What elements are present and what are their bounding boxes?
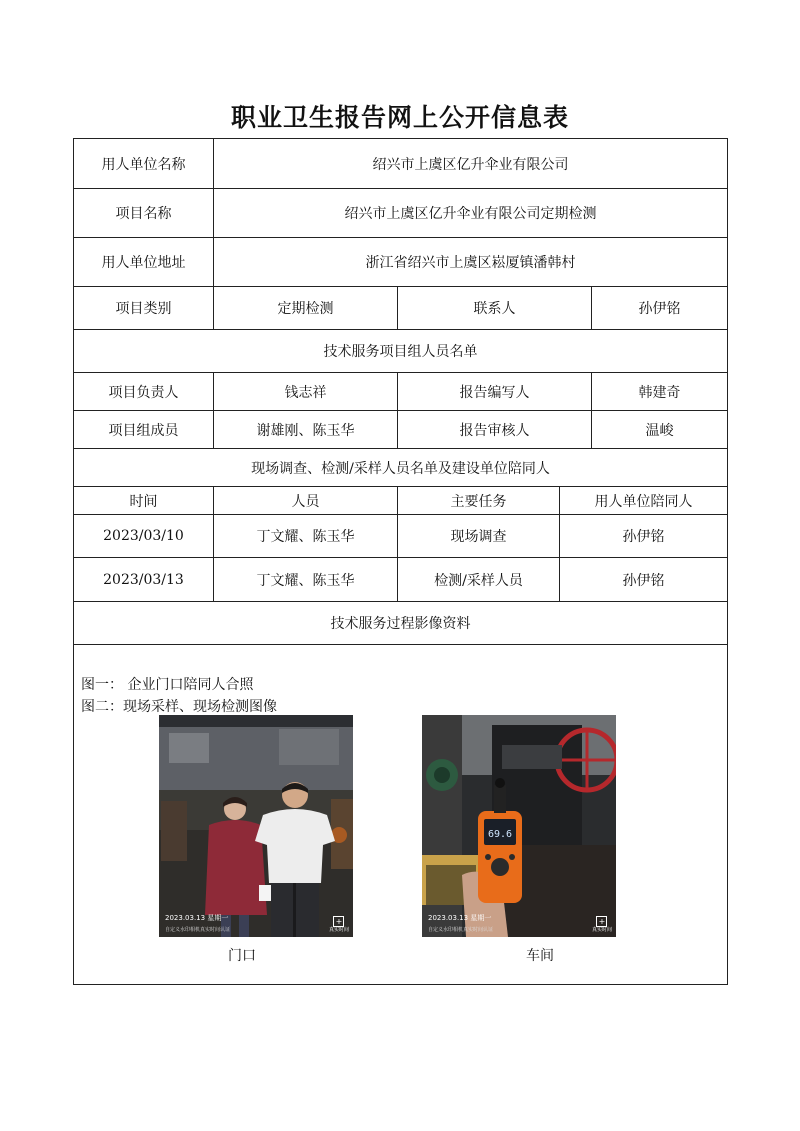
- leader-value: 钱志祥: [284, 384, 327, 401]
- photo-date-stamp: 2023.03.13: [428, 914, 469, 922]
- meter-reading: 69.6: [487, 829, 513, 840]
- photo-watermark-note: 自定义水印相机真实时间认证: [165, 927, 231, 933]
- members-value: 谢雄刚、陈玉华: [256, 422, 355, 439]
- writer-value: 韩建奇: [638, 384, 681, 401]
- workshop-photo: [422, 715, 616, 937]
- survey-heading: 现场调查、检测/采样人员名单及建设单位陪同人: [251, 460, 550, 477]
- address-label: 用人单位地址: [101, 255, 186, 271]
- employer-label: 用人单位名称: [101, 156, 186, 173]
- team-heading: 技术服务项目组人员名单: [323, 344, 478, 360]
- caption-figure-1: 图一： 企业门口陪同人合照: [81, 677, 254, 693]
- entrance-photo-label: 门口: [228, 948, 256, 964]
- plus-icon: +: [333, 916, 344, 927]
- type-value: 定期检测: [277, 301, 334, 317]
- type-label: 项目类别: [115, 301, 172, 317]
- caption-figure-2: 图二：现场采样、现场检测图像: [81, 699, 277, 715]
- reviewer-value: 温峻: [645, 422, 674, 439]
- images-heading: 技术服务过程影像资料: [330, 616, 471, 632]
- table-row-people: 丁文耀、陈玉华: [256, 572, 355, 589]
- entrance-photo: [159, 715, 353, 937]
- table-row-task: 现场调查: [450, 529, 507, 545]
- info-table: [73, 138, 728, 985]
- table-row-time: 2023/03/10: [103, 528, 184, 544]
- page-title: 职业卫生报告网上公开信息表: [230, 103, 569, 132]
- col-time: 时间: [129, 493, 158, 510]
- col-escort: 用人单位陪同人: [594, 493, 693, 510]
- table-row-task: 检测/采样人员: [434, 572, 523, 589]
- table-row-people: 丁文耀、陈玉华: [256, 529, 355, 545]
- address-value: 浙江省绍兴市上虞区崧厦镇潘韩村: [365, 255, 576, 271]
- table-row-escort: 孙伊铭: [622, 572, 665, 589]
- table-row-escort: 孙伊铭: [622, 529, 665, 545]
- photo-date-stamp: 2023.03.13: [165, 914, 206, 922]
- leader-label: 项目负责人: [108, 384, 179, 401]
- employer-value: 绍兴市上虞区亿升伞业有限公司: [372, 156, 569, 173]
- photo-watermark-note: 自定义水印相机真实时间认证: [428, 927, 494, 933]
- reviewer-label: 报告审核人: [459, 422, 530, 439]
- photo-day-stamp: 星期一: [470, 914, 492, 922]
- members-label: 项目组成员: [108, 422, 179, 439]
- writer-label: 报告编写人: [459, 384, 530, 401]
- plus-icon: +: [596, 916, 607, 927]
- photo-badge: 真实时间: [328, 927, 349, 933]
- contact-value: 孙伊铭: [638, 301, 681, 317]
- col-task: 主要任务: [450, 493, 507, 510]
- workshop-photo-label: 车间: [526, 948, 554, 964]
- col-people: 人员: [291, 493, 320, 510]
- contact-label: 联系人: [473, 301, 516, 317]
- project-label: 项目名称: [115, 206, 172, 222]
- photo-badge: 真实时间: [591, 927, 612, 933]
- photo-day-stamp: 星期一: [207, 914, 229, 922]
- project-value: 绍兴市上虞区亿升伞业有限公司定期检测: [344, 206, 597, 222]
- table-row-time: 2023/03/13: [103, 571, 184, 588]
